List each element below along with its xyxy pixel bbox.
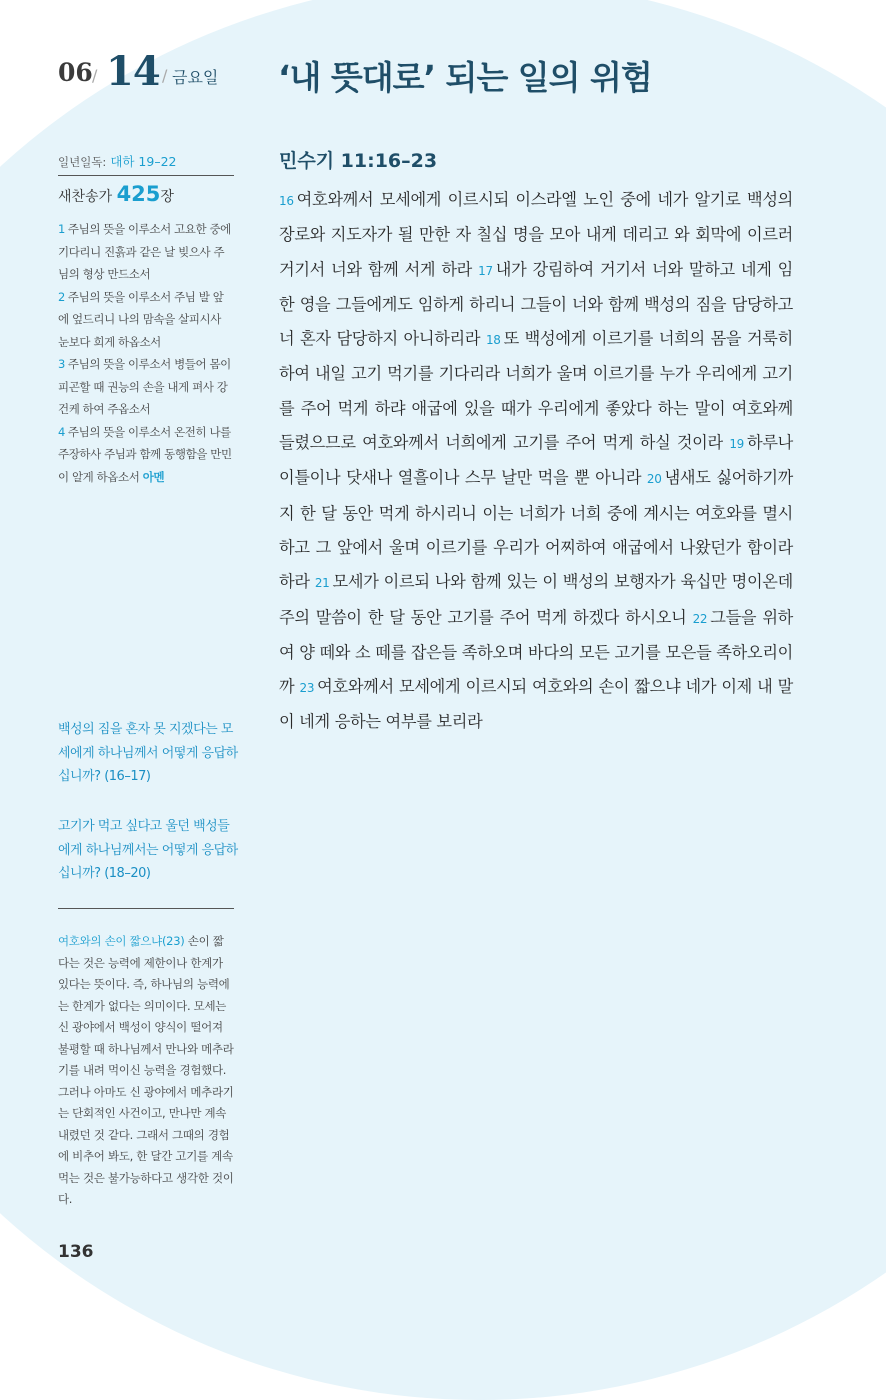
date-separator: / bbox=[92, 66, 98, 85]
page-number: 136 bbox=[58, 1242, 94, 1262]
verse-number: 20 bbox=[646, 472, 662, 487]
hymn-verse bbox=[58, 218, 234, 286]
verse-number: 1 bbox=[58, 222, 65, 236]
weekday: 금요일 bbox=[172, 68, 219, 87]
hymn-prefix: 새찬송가 bbox=[58, 189, 113, 205]
date-separator: / bbox=[162, 66, 168, 85]
verse-text: 여호와께서 모세에게 이르시되 여호와의 손이 짧으냐 네가 이제 내 말이 네게 응하는 여부를 보리라 bbox=[279, 677, 793, 732]
amen: 아멘 bbox=[142, 469, 165, 484]
scripture-reference: 민수기 11:16–23 bbox=[279, 150, 438, 172]
hymn-heading bbox=[58, 182, 234, 206]
verse-text: 주님의 뜻을 이루소서 온전히 나를 주장하사 주님과 함께 동행함을 만민이 알게 하옵소서 bbox=[58, 424, 232, 484]
verse-text: 여호와께서 모세에게 이르시되 이스라엘 노인 중에 네가 알기로 백성의 장로와 지도자가 될 만한 자 칠십 명을 모아 내게 데리고 와 회막에 이르러 거기서 너와 함께 서게 하라 bbox=[279, 190, 793, 279]
page-title: ‘내 뜻대로’ 되는 일의 위험 bbox=[278, 58, 652, 97]
verse-number: 2 bbox=[58, 289, 65, 304]
scripture-text bbox=[279, 183, 793, 740]
date-day: 14 bbox=[106, 48, 160, 95]
divider bbox=[58, 175, 234, 176]
verse-text: 내가 강림하여 거기서 너와 말하고 네게 임한 영을 그들에게도 임하게 하리니 그들이 너와 함께 백성의 짐을 담당하고 너 혼자 담당하지 아니하리라 bbox=[279, 259, 793, 349]
verse-text: 주님의 뜻을 이루소서 주님 발 앞에 엎드리니 나의 맘속을 살피시사 눈보다 희게 하옵소서 bbox=[58, 289, 224, 349]
verse-number: 19 bbox=[729, 437, 744, 452]
commentary bbox=[58, 931, 234, 1211]
hymn-suffix: 장 bbox=[160, 189, 174, 205]
verse-number: 18 bbox=[485, 333, 501, 348]
question-1: 백성의 짐을 혼자 못 지겠다는 모세에게 하나님께서 어떻게 응답하십니까? (16–17) bbox=[58, 722, 238, 784]
verse-text: 냄새도 싫어하기까지 한 달 동안 먹게 하시리니 이는 너희가 너희 중에 계시는 여호와를 멸시하고 그 앞에서 울며 이르기를 우리가 어찌하여 애굽에서 나왔던가 함이라 하라 bbox=[279, 468, 794, 592]
annual-reading bbox=[58, 152, 234, 170]
verse-number: 17 bbox=[478, 263, 493, 278]
verse-text: 주님의 뜻을 이루소서 병들어 몸이 피곤할 때 권능의 손을 내게 펴사 강건케 하여 주옵소서 bbox=[58, 357, 231, 416]
hymn-lyrics bbox=[58, 218, 234, 488]
verse-number: 16 bbox=[279, 194, 294, 208]
annual-reading-label: 일년일독: bbox=[58, 155, 107, 169]
hymn-number: 425 bbox=[116, 182, 161, 206]
verse-text: 그들을 위하여 양 떼와 소 떼를 잡은들 족하오며 바다의 모든 고기를 모은들 족하오리이까 bbox=[279, 607, 793, 697]
verse-number: 21 bbox=[314, 576, 330, 591]
verse-text: 주님의 뜻을 이루소서 고요한 중에 기다리니 진흙과 같은 날 빚으사 주님의 형상 만드소서 bbox=[58, 222, 231, 281]
hymn-verse bbox=[58, 421, 234, 489]
hymn-verse bbox=[58, 353, 234, 421]
date-month: 06 bbox=[58, 58, 93, 87]
verse-number: 4 bbox=[58, 424, 65, 439]
verse-text: 모세가 이르되 나와 함께 있는 이 백성의 보행자가 육십만 명이온데 주의 말씀이 한 달 동안 고기를 주어 먹게 하겠다 하시오니 bbox=[279, 572, 793, 627]
annual-reading-ref: 대하 19–22 bbox=[110, 154, 177, 169]
hymn-verse bbox=[58, 286, 234, 354]
verse-number: 3 bbox=[58, 357, 65, 371]
divider bbox=[58, 908, 234, 909]
question-2: 고기가 먹고 싶다고 울던 백성들에게 하나님께서는 어떻게 응답하십니까? (18–20) bbox=[58, 819, 238, 881]
verse-text: 하루나 이틀이나 닷새나 열흘이나 스무 날만 먹을 뿐 아니라 bbox=[279, 433, 793, 488]
verse-number: 22 bbox=[692, 611, 708, 626]
verse-text: 또 백성에게 이르기를 너희의 몸을 거룩히 하여 내일 고기 먹기를 기다리라 너희가 울며 이르기를 누가 우리에게 고기를 주어 먹게 하랴 애굽에 있을 때가 우리에게 좋았다 하는 말이 여호와께 들렸으므로 여호와께서 너희에게 고기를 주어 먹게 하실 것이라 bbox=[279, 329, 793, 453]
commentary-text: 손이 짧다는 것은 능력에 제한이나 한계가 있다는 뜻이다. 즉, 하나님의 능력에는 한계가 없다는 의미이다. 모세는 신 광야에서 백성이 양식이 떨어져 불평할 때 하나님께서 만나와 메추라기를 내려 먹이신 능력을 경험했다. 그러나 아마도 신 광야에서 메추라기는 단회적인 사건이고, 만나만 계속 내렸던 것 같다. 그래서 그때의 경험에 비추어 봐도, 한 달간 고기를 계속 먹는 것은 불가능하다고 생각한 것이다. bbox=[58, 934, 234, 1206]
verse-number: 23 bbox=[299, 681, 315, 696]
commentary-highlight: 여호와의 손이 짧으냐(23) bbox=[58, 934, 185, 948]
